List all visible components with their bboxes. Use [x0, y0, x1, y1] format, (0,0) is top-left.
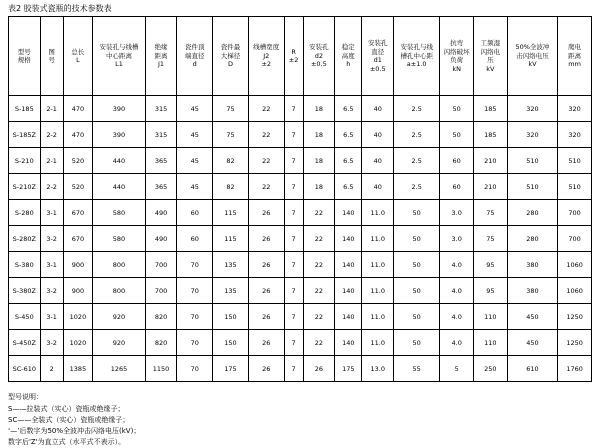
header-cell-max-diameter: 瓷件最 大梯径 D [213, 17, 249, 96]
header-cell-insulation-distance: 绝缘 距离 J1 [145, 17, 177, 96]
cell-slot-width: 26 [248, 226, 284, 252]
cell-hole-slot-center-distance: 580 [93, 226, 146, 252]
cell-impulse-flashover: 510 [507, 174, 558, 200]
cell-total-length: 470 [63, 122, 92, 148]
table-row [9, 330, 592, 356]
cell-figure: 2-2 [40, 122, 63, 148]
cell-wet-flashover: 185 [474, 96, 508, 122]
cell-wet-flashover: 110 [474, 304, 508, 330]
cell-slot-width: 26 [248, 200, 284, 226]
cell-slot-width: 22 [248, 122, 284, 148]
header-cell-model: 型号 规格 [9, 17, 41, 96]
header-cell-total-length: 总长 L [63, 17, 92, 96]
cell-hole-diameter: 11.0 [362, 252, 394, 278]
header-cell-radius: R ±2 [284, 17, 303, 96]
cell-hole-to-slot-center: 2.5 [394, 96, 440, 122]
cell-mounting-hole: 22 [303, 226, 335, 252]
cell-wet-flashover: 250 [474, 356, 508, 382]
cell-figure: 3-2 [40, 226, 63, 252]
header-cell-figure: 图 号 [40, 17, 63, 96]
cell-impulse-flashover: 280 [507, 200, 558, 226]
cell-model: S-450 [9, 304, 41, 330]
table-row [9, 174, 592, 200]
cell-creepage-distance: 1760 [558, 356, 592, 382]
cell-creepage-distance: 1250 [558, 304, 592, 330]
cell-radius: 7 [284, 330, 303, 356]
cell-bending-load: 4.0 [440, 278, 474, 304]
cell-figure: 2 [40, 356, 63, 382]
table-row [9, 356, 592, 382]
cell-hole-diameter: 11.0 [362, 330, 394, 356]
cell-hole-diameter: 40 [362, 122, 394, 148]
cell-top-diameter: 70 [177, 252, 213, 278]
header-cell-impulse-flashover: 50%全波冲 击闪络电压 kV [507, 17, 558, 96]
cell-insulation-distance: 365 [145, 148, 177, 174]
cell-slot-width: 26 [248, 278, 284, 304]
cell-model: S-280 [9, 200, 41, 226]
cell-bending-load: 3.0 [440, 226, 474, 252]
table-body [9, 96, 592, 382]
cell-bending-load: 4.0 [440, 304, 474, 330]
cell-insulation-distance: 700 [145, 278, 177, 304]
cell-figure: 2-1 [40, 96, 63, 122]
cell-radius: 7 [284, 304, 303, 330]
cell-radius: 7 [284, 174, 303, 200]
cell-hole-slot-center-distance: 920 [93, 330, 146, 356]
cell-radius: 7 [284, 96, 303, 122]
cell-hole-diameter: 11.0 [362, 200, 394, 226]
cell-stable-height: 175 [335, 356, 362, 382]
cell-hole-to-slot-center: 50 [394, 304, 440, 330]
table-header-row [9, 17, 592, 96]
cell-max-diameter: 150 [213, 304, 249, 330]
cell-model: S-380Z [9, 278, 41, 304]
cell-bending-load: 50 [440, 96, 474, 122]
cell-insulation-distance: 700 [145, 252, 177, 278]
cell-hole-slot-center-distance: 580 [93, 200, 146, 226]
cell-hole-diameter: 40 [362, 148, 394, 174]
header-cell-bending-load: 抗弯 闪络破坏 负荷 kN [440, 17, 474, 96]
cell-slot-width: 26 [248, 330, 284, 356]
cell-hole-slot-center-distance: 800 [93, 252, 146, 278]
cell-impulse-flashover: 320 [507, 96, 558, 122]
cell-insulation-distance: 820 [145, 330, 177, 356]
cell-max-diameter: 115 [213, 200, 249, 226]
cell-radius: 7 [284, 356, 303, 382]
cell-top-diameter: 70 [177, 356, 213, 382]
header-cell-hole-slot-center-distance: 安装孔与线槽 中心距离 L1 [93, 17, 146, 96]
cell-creepage-distance: 510 [558, 148, 592, 174]
cell-bending-load: 60 [440, 148, 474, 174]
cell-radius: 7 [284, 278, 303, 304]
cell-radius: 7 [284, 200, 303, 226]
cell-wet-flashover: 185 [474, 122, 508, 148]
cell-mounting-hole: 18 [303, 148, 335, 174]
cell-stable-height: 140 [335, 330, 362, 356]
cell-total-length: 670 [63, 200, 92, 226]
cell-total-length: 1020 [63, 330, 92, 356]
cell-slot-width: 26 [248, 304, 284, 330]
cell-top-diameter: 70 [177, 278, 213, 304]
cell-stable-height: 6.5 [335, 122, 362, 148]
cell-slot-width: 22 [248, 96, 284, 122]
cell-total-length: 520 [63, 174, 92, 200]
cell-impulse-flashover: 510 [507, 148, 558, 174]
cell-impulse-flashover: 610 [507, 356, 558, 382]
cell-hole-to-slot-center: 2.5 [394, 122, 440, 148]
cell-total-length: 520 [63, 148, 92, 174]
cell-stable-height: 6.5 [335, 174, 362, 200]
cell-total-length: 900 [63, 252, 92, 278]
cell-hole-to-slot-center: 2.5 [394, 174, 440, 200]
cell-hole-to-slot-center: 50 [394, 330, 440, 356]
cell-impulse-flashover: 380 [507, 278, 558, 304]
header-cell-hole-diameter: 安装孔 直径 d1 ±0.5 [362, 17, 394, 96]
cell-slot-width: 26 [248, 356, 284, 382]
table-row [9, 148, 592, 174]
cell-stable-height: 140 [335, 278, 362, 304]
table-row [9, 200, 592, 226]
cell-mounting-hole: 22 [303, 252, 335, 278]
table-row [9, 252, 592, 278]
cell-model: SC-610 [9, 356, 41, 382]
cell-radius: 7 [284, 148, 303, 174]
cell-hole-slot-center-distance: 1265 [93, 356, 146, 382]
cell-creepage-distance: 1250 [558, 330, 592, 356]
cell-insulation-distance: 1150 [145, 356, 177, 382]
cell-total-length: 900 [63, 278, 92, 304]
spec-table [8, 16, 592, 382]
cell-bending-load: 60 [440, 174, 474, 200]
cell-mounting-hole: 18 [303, 96, 335, 122]
cell-figure: 2-1 [40, 148, 63, 174]
table-row [9, 122, 592, 148]
legend-title: 型号说明： [8, 393, 43, 401]
table-row [9, 96, 592, 122]
cell-bending-load: 4.0 [440, 252, 474, 278]
cell-max-diameter: 115 [213, 226, 249, 252]
cell-stable-height: 140 [335, 226, 362, 252]
cell-figure: 3-1 [40, 304, 63, 330]
header-cell-slot-width: 线槽宽度 J2 ±2 [248, 17, 284, 96]
cell-top-diameter: 70 [177, 330, 213, 356]
cell-hole-to-slot-center: 50 [394, 226, 440, 252]
cell-model: S-185 [9, 96, 41, 122]
cell-top-diameter: 60 [177, 226, 213, 252]
cell-impulse-flashover: 450 [507, 304, 558, 330]
header-cell-power-frequency-wet-flashover: 工频湿 闪络电 压 kV [474, 17, 508, 96]
cell-hole-slot-center-distance: 920 [93, 304, 146, 330]
cell-hole-diameter: 11.0 [362, 226, 394, 252]
legend-line: S——拉装式（实心）瓷瓶或绝缘子； [8, 405, 125, 413]
cell-hole-diameter: 11.0 [362, 278, 394, 304]
cell-max-diameter: 175 [213, 356, 249, 382]
cell-impulse-flashover: 450 [507, 330, 558, 356]
cell-model: S-380 [9, 252, 41, 278]
cell-bending-load: 4.0 [440, 330, 474, 356]
cell-stable-height: 140 [335, 200, 362, 226]
cell-hole-to-slot-center: 2.5 [394, 148, 440, 174]
cell-stable-height: 6.5 [335, 148, 362, 174]
cell-top-diameter: 60 [177, 200, 213, 226]
cell-hole-to-slot-center: 55 [394, 356, 440, 382]
legend-line: 数字后'Z'为直立式（水平式不表示）。 [8, 438, 126, 446]
cell-top-diameter: 70 [177, 304, 213, 330]
cell-wet-flashover: 210 [474, 174, 508, 200]
cell-insulation-distance: 365 [145, 174, 177, 200]
cell-hole-slot-center-distance: 440 [93, 174, 146, 200]
cell-creepage-distance: 510 [558, 174, 592, 200]
cell-hole-slot-center-distance: 390 [93, 122, 146, 148]
header-cell-mounting-hole: 安装孔 d2 ±0.5 [303, 17, 335, 96]
cell-model: S-185Z [9, 122, 41, 148]
table-row [9, 226, 592, 252]
legend-block [8, 392, 592, 448]
cell-insulation-distance: 490 [145, 226, 177, 252]
cell-hole-to-slot-center: 50 [394, 278, 440, 304]
cell-model: S-450Z [9, 330, 41, 356]
cell-hole-slot-center-distance: 440 [93, 148, 146, 174]
cell-creepage-distance: 700 [558, 200, 592, 226]
cell-wet-flashover: 95 [474, 278, 508, 304]
cell-top-diameter: 45 [177, 122, 213, 148]
cell-hole-slot-center-distance: 800 [93, 278, 146, 304]
cell-max-diameter: 75 [213, 122, 249, 148]
cell-hole-to-slot-center: 50 [394, 200, 440, 226]
cell-radius: 7 [284, 122, 303, 148]
cell-creepage-distance: 1060 [558, 278, 592, 304]
cell-mounting-hole: 22 [303, 330, 335, 356]
cell-bending-load: 5 [440, 356, 474, 382]
page-title: 表2 胶装式瓷瓶的技术参数表 [8, 4, 112, 13]
cell-radius: 7 [284, 226, 303, 252]
cell-wet-flashover: 110 [474, 330, 508, 356]
header-cell-hole-to-slot-center: 安装孔与线 槽孔中心距 a±1.0 [394, 17, 440, 96]
cell-mounting-hole: 22 [303, 278, 335, 304]
cell-figure: 3-2 [40, 330, 63, 356]
cell-bending-load: 3.0 [440, 200, 474, 226]
cell-top-diameter: 45 [177, 148, 213, 174]
cell-wet-flashover: 95 [474, 252, 508, 278]
cell-total-length: 1020 [63, 304, 92, 330]
cell-bending-load: 50 [440, 122, 474, 148]
cell-slot-width: 22 [248, 174, 284, 200]
cell-creepage-distance: 320 [558, 122, 592, 148]
cell-max-diameter: 75 [213, 96, 249, 122]
cell-wet-flashover: 75 [474, 226, 508, 252]
cell-max-diameter: 150 [213, 330, 249, 356]
header-cell-top-diameter: 瓷件顶 端直径 d [177, 17, 213, 96]
cell-insulation-distance: 820 [145, 304, 177, 330]
cell-stable-height: 6.5 [335, 96, 362, 122]
cell-hole-diameter: 40 [362, 174, 394, 200]
cell-mounting-hole: 22 [303, 200, 335, 226]
cell-model: S-280Z [9, 226, 41, 252]
cell-mounting-hole: 22 [303, 304, 335, 330]
cell-creepage-distance: 700 [558, 226, 592, 252]
cell-mounting-hole: 26 [303, 356, 335, 382]
cell-hole-diameter: 13.0 [362, 356, 394, 382]
cell-slot-width: 22 [248, 148, 284, 174]
cell-creepage-distance: 1060 [558, 252, 592, 278]
cell-mounting-hole: 18 [303, 174, 335, 200]
legend-line: SC——全装式（实心）瓷瓶或绝缘子； [8, 416, 130, 424]
cell-model: S-210 [9, 148, 41, 174]
cell-mounting-hole: 18 [303, 122, 335, 148]
cell-total-length: 1385 [63, 356, 92, 382]
cell-stable-height: 140 [335, 304, 362, 330]
cell-figure: 3-2 [40, 278, 63, 304]
cell-impulse-flashover: 320 [507, 122, 558, 148]
header-cell-creepage-distance: 爬电 距离 mm [558, 17, 592, 96]
cell-top-diameter: 45 [177, 174, 213, 200]
cell-hole-diameter: 40 [362, 96, 394, 122]
cell-hole-to-slot-center: 50 [394, 252, 440, 278]
legend-line: ‘—’后数字为50%全波冲击闪络电压(kV)； [8, 427, 141, 435]
cell-impulse-flashover: 380 [507, 252, 558, 278]
cell-wet-flashover: 210 [474, 148, 508, 174]
cell-max-diameter: 135 [213, 278, 249, 304]
header-cell-stable-height: 稳定 高度 h [335, 17, 362, 96]
cell-model: S-210Z [9, 174, 41, 200]
cell-slot-width: 26 [248, 252, 284, 278]
cell-figure: 3-1 [40, 252, 63, 278]
cell-insulation-distance: 315 [145, 96, 177, 122]
cell-impulse-flashover: 280 [507, 226, 558, 252]
cell-figure: 2-2 [40, 174, 63, 200]
cell-hole-slot-center-distance: 390 [93, 96, 146, 122]
cell-max-diameter: 135 [213, 252, 249, 278]
cell-creepage-distance: 320 [558, 96, 592, 122]
cell-insulation-distance: 490 [145, 200, 177, 226]
cell-max-diameter: 82 [213, 148, 249, 174]
cell-insulation-distance: 315 [145, 122, 177, 148]
cell-total-length: 470 [63, 96, 92, 122]
cell-radius: 7 [284, 252, 303, 278]
cell-max-diameter: 82 [213, 174, 249, 200]
cell-stable-height: 140 [335, 252, 362, 278]
cell-wet-flashover: 75 [474, 200, 508, 226]
cell-figure: 3-1 [40, 200, 63, 226]
cell-hole-diameter: 11.0 [362, 304, 394, 330]
table-row [9, 278, 592, 304]
cell-total-length: 670 [63, 226, 92, 252]
table-row [9, 304, 592, 330]
cell-top-diameter: 45 [177, 96, 213, 122]
